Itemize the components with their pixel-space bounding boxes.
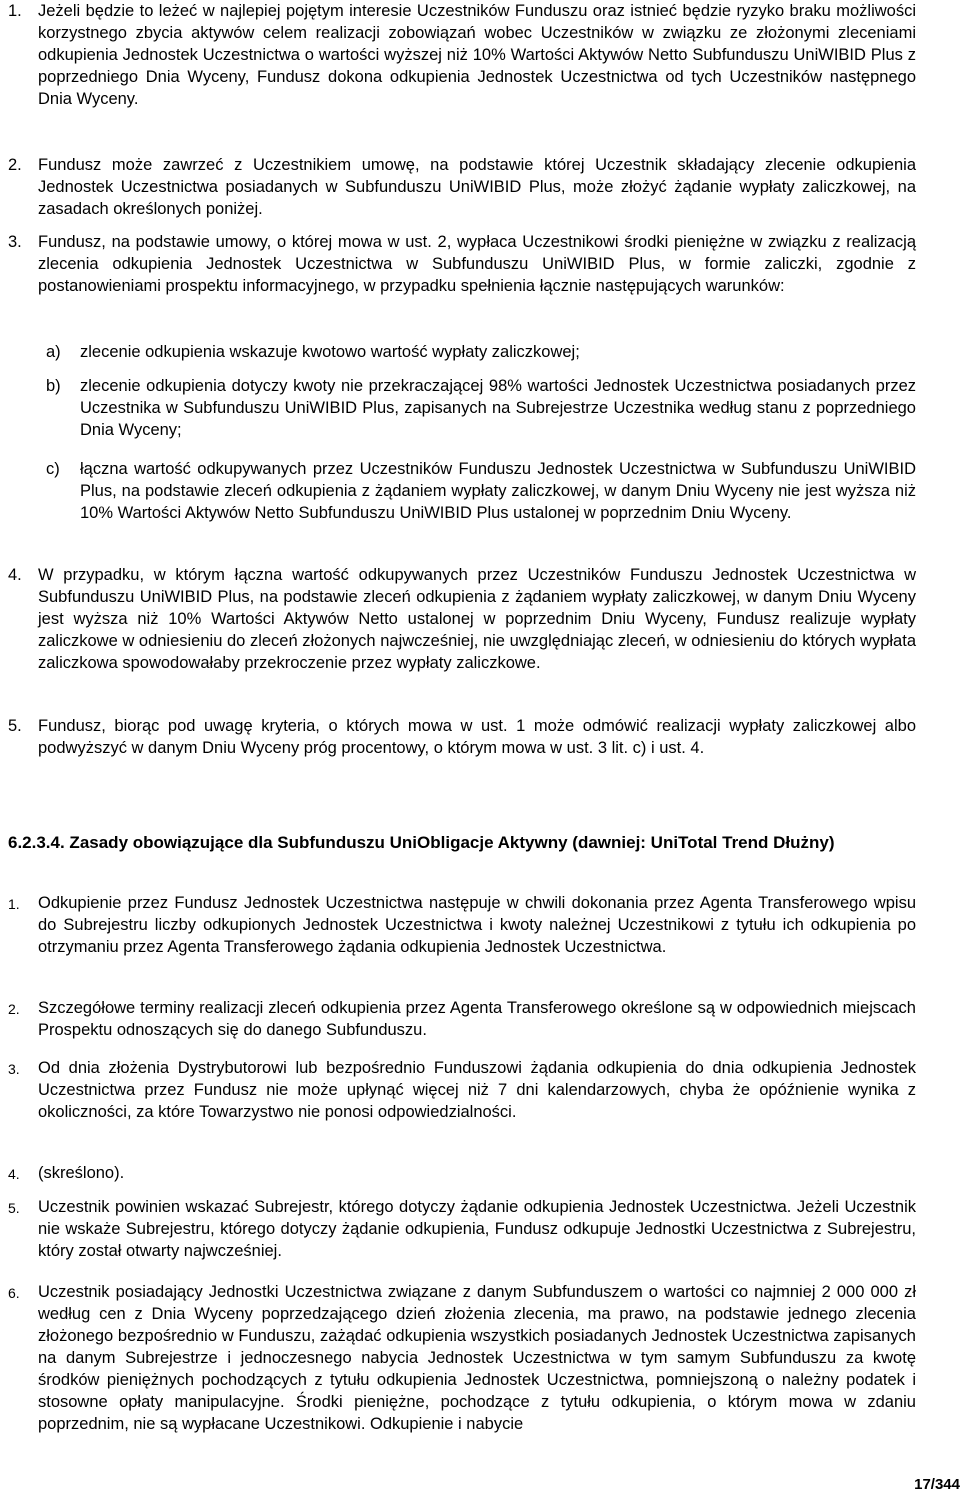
list-item <box>8 1281 916 1435</box>
item-number: 2. <box>8 1001 20 1017</box>
condition-item <box>46 458 916 524</box>
item-number: 5. <box>8 717 22 735</box>
item-number: 1. <box>8 896 20 912</box>
list-item <box>8 1057 916 1123</box>
item-text: Uczestnik posiadający Jednostki Uczestnictwa związane z danym Subfunduszem o wartości co najmniej 2 000 000 zł według cen z Dnia Wyceny poprzedzającego dzień złożenia zlecenia, ma prawo, na podstawie jednego zlecenia złożonego bezpośrednio w Funduszu, zażądać odkupienia wszystkich posiadanych Jednostek Uczestnictwa zapisanych na danym Subrejestrze i jednoczesnego nabycia Jednostek Uczestnictwa w tym samym Subfunduszu za kwotę środków pieniężnych pochodzących z tytułu odkupienia Jednostek Uczestnictwa, pomniejszoną o należny podatek i stosowne opłaty manipulacyjne. Środki pieniężne, pochodzące z tytułu odkupienia, o którym mowa w zdaniu poprzednim, nie są wypłacane Uczestnikowi. Odkupienie i nabycie <box>38 1283 916 1433</box>
item-text: Odkupienie przez Fundusz Jednostek Uczestnictwa następuje w chwili dokonania przez Agenta Transferowego wpisu do Subrejestru liczby odkupionych Jednostek Uczestnictwa i kwoty należnej Uczestnikowi z tytułu ich odkupienia po otrzymaniu przez Agenta Transferowego żądania odkupienia Jednostek Uczestnictwa. <box>38 894 916 956</box>
list-item <box>8 0 916 110</box>
list-item <box>8 892 916 958</box>
list-item <box>8 154 916 220</box>
item-text: Od dnia złożenia Dystrybutorowi lub bezpośrednio Funduszowi żądania odkupienia do dnia odkupienia Jednostek Uczestnictwa przez Fundusz nie może upłynąć więcej niż 7 dni kalendarzowych, chyba że opóźnienie wynika z okoliczności, za które Towarzystwo nie ponosi odpowiedzialności. <box>38 1059 916 1121</box>
list-item <box>8 1196 916 1262</box>
item-number: 3. <box>8 1061 20 1077</box>
list-item <box>8 231 916 297</box>
list-item <box>8 715 916 759</box>
item-number: 6. <box>8 1285 20 1301</box>
item-number: 2. <box>8 156 22 174</box>
item-number: 4. <box>8 1166 20 1182</box>
page-number: 17/344 <box>914 1476 960 1493</box>
item-text: Fundusz może zawrzeć z Uczestnikiem umowę, na podstawie której Uczestnik składający zlecenie odkupienia Jednostek Uczestnictwa posiadanych w Subfunduszu UniWIBID Plus, może złożyć żądanie wypłaty zaliczkowej, na zasadach określonych poniżej. <box>38 156 916 218</box>
condition-text: zlecenie odkupienia wskazuje kwotowo wartość wypłaty zaliczkowej; <box>80 343 580 361</box>
item-number: 5. <box>8 1200 20 1216</box>
list-item <box>8 1162 916 1184</box>
condition-text: zlecenie odkupienia dotyczy kwoty nie przekraczającej 98% wartości Jednostek Uczestnictwa posiadanych przez Uczestnika w Subfunduszu UniWIBID Plus, zapisanych na Subrejestrze Uczestnika według stanu z poprzedniego Dnia Wyceny; <box>80 377 916 439</box>
item-text: (skreślono). <box>38 1164 125 1182</box>
item-text: Jeżeli będzie to leżeć w najlepiej pojętym interesie Uczestników Funduszu oraz istnieć będzie ryzyko braku możliwości korzystnego zbycia aktywów celem realizacji zobowiązań wobec Uczestników w związku ze złożonymi zleceniami odkupienia Jednostek Uczestnictwa o wartości wyższej niż 10% Wartości Aktywów Netto Subfunduszu UniWIBID Plus z poprzedniego Dnia Wyceny, Fundusz dokona odkupienia Jednostek Uczestnictwa od tych Uczestników następnego Dnia Wyceny. <box>38 2 916 108</box>
item-text: W przypadku, w którym łączna wartość odkupywanych przez Uczestników Funduszu Jednostek Uczestnictwa w Subfunduszu UniWIBID Plus, na podstawie zleceń odkupienia z żądaniem wypłaty zaliczkowej, w danym Dniu Wyceny jest wyższa niż 10% Wartości Aktywów Netto ustalonej w poprzednim Dniu Wyceny, Fundusz realizuje wypłaty zaliczkowe w odniesieniu do zleceń złożonych najwcześniej, nie uwzględniając zleceń, w odniesieniu do których wypłata zaliczkowa spowodowałaby przekroczenie przez wypłaty zaliczkowe. <box>38 566 916 672</box>
item-number: 1. <box>8 2 22 20</box>
item-number: 4. <box>8 566 22 584</box>
item-text: Szczegółowe terminy realizacji zleceń odkupienia przez Agenta Transferowego określone są w odpowiednich miejscach Prospektu odnoszących się do danego Subfunduszu. <box>38 999 916 1039</box>
section-heading: 6.2.3.4. Zasady obowiązujące dla Subfunduszu UniObligacje Aktywny (dawniej: UniTotal Trend Dłużny) <box>8 833 835 852</box>
item-number: 3. <box>8 233 22 251</box>
condition-text: łączna wartość odkupywanych przez Uczestników Funduszu Jednostek Uczestnictwa w Subfunduszu UniWIBID Plus, na podstawie zleceń odkupienia z żądaniem wypłaty zaliczkowej, w danym Dniu Wyceny nie jest wyższa niż 10% Wartości Aktywów Netto Subfunduszu UniWIBID Plus ustalonej w poprzednim Dniu Wyceny. <box>80 460 916 522</box>
list-item <box>8 564 916 674</box>
condition-item <box>46 341 916 363</box>
item-text: Fundusz, na podstawie umowy, o której mowa w ust. 2, wypłaca Uczestnikowi środki pieniężne w związku z realizacją zlecenia odkupienia Jednostek Uczestnictwa w Subfunduszu UniWIBID Plus, w formie zaliczki, zgodnie z postanowieniami prospektu informacyjnego, w przypadku spełnienia łącznie następujących warunków: <box>38 233 916 295</box>
list-item <box>8 997 916 1041</box>
condition-letter: c) <box>46 460 60 478</box>
item-text: Uczestnik powinien wskazać Subrejestr, którego dotyczy żądanie odkupienia Jednostek Uczestnictwa. Jeżeli Uczestnik nie wskaże Subrejestru, którego dotyczy żądanie odkupienia, Fundusz odkupuje Jednostki Uczestnictwa z Subrejestru, który został otwarty najwcześniej. <box>38 1198 916 1260</box>
condition-letter: a) <box>46 343 61 361</box>
condition-item <box>46 375 916 441</box>
condition-letter: b) <box>46 377 61 395</box>
item-text: Fundusz, biorąc pod uwagę kryteria, o których mowa w ust. 1 może odmówić realizacji wypłaty zaliczkowej albo podwyższyć w danym Dniu Wyceny próg procentowy, o którym mowa w ust. 3 lit. c) i ust. 4. <box>38 717 916 757</box>
